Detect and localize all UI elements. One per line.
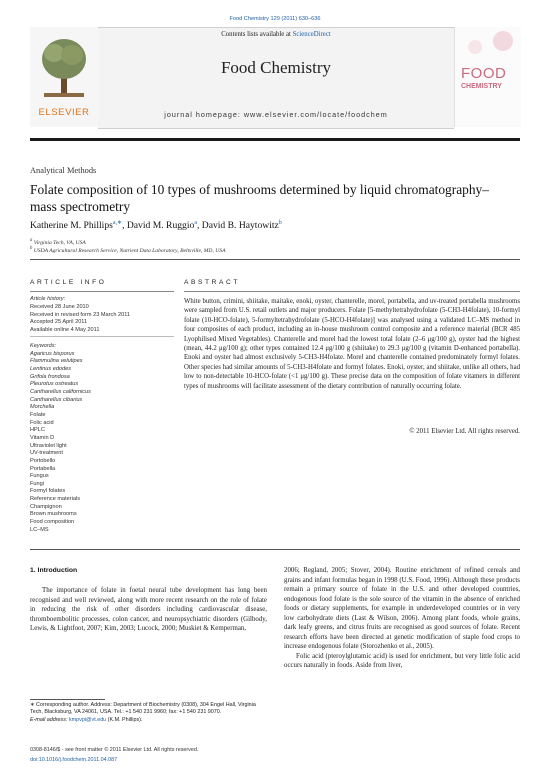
keyword-items (30, 351, 180, 535)
history-item: Available online 4 May 2011 (30, 327, 100, 334)
abstract-rule (184, 291, 520, 292)
article-info-heading: ARTICLE INFO (30, 279, 107, 286)
journal-homepage-link[interactable]: journal homepage: www.elsevier.com/locate/foodchem (164, 110, 388, 119)
journal-banner (98, 27, 454, 129)
author-email-link[interactable]: kmpvpi@vt.edu (68, 716, 107, 723)
keyword-item: Fungi (30, 480, 44, 487)
keyword-item: UV-treatment (30, 450, 63, 457)
keyword-item: Cantharellus californicus (30, 388, 91, 395)
body-paragraph: 2006; Regland, 2005; Stover, 2004). Routine enrichment of refined cereals and grains and infant formulas began in 1998 (U.S. Food, 1996). Although these products remain a primary source of folate in the U.S. and other developed countries, endogenous food folate is the sole source of the vitamin in the absence of enriched foods or dietary supplements, for example in underdeveloped countries or in very low carbohydrate diets (Last & Wilson, 2006). Among plant foods, whole grains, dark leafy greens, and citrus fruits are recognised as good sources of folate. Recent research efforts have been directed at genetic modification of staple food crops to increase endogenous folate (Storozhenko et al., 2005). (284, 567, 520, 650)
affiliation-label: b (30, 246, 33, 251)
keyword-item: Brown mushrooms (30, 511, 77, 518)
abstract-text: White button, crimini, shiitake, maitake, enoki, oyster, chanterelle, morel, portabella, and uv-treated portabella mushrooms were sampled from U.S. retail outlets and major producers. Folate [5-methyltetrahydrofolate (5-CH3-H4folate), 10-formyl folate (10-HCO-folate), 5-formyltetrahydrofolate (5-HCO-H4folate)] was analysed using a validated LC–MS method in four composites of each product, including an in-house mushroom control composite and a reference material (BCR 485 Lyophilised Mixed Vegetables). Chanterelle and morel had the lowest total folate (2–6 μg/100 g), oyster had the highest (mean, 44.2 μg/100 g); other types contained 12.4 μg/100 g (shiitake) to 29.3 μg/100 g (vitamin D-enhanced portabella). Enoki and oyster had almost exclusively 5-CH3-H4folate. Morel and chanterelle contained predominately formyl folates. Other species had similar amounts of 5-CH3-H4folate and formyl folates. Enoki, oyster, and shiitake, unlike all others, had low to non-detectable 10-HCO-folate (<1 μg/100 g). These precise data on the composition of folate vitamers in different types of mushrooms will facilitate assessment of the dietary contribution of naturally occurring folate. (184, 298, 520, 390)
author-affiliation-mark[interactable]: b (278, 220, 282, 226)
keyword-list (30, 343, 180, 534)
keyword-item: Fungus (30, 473, 49, 480)
contents-prefix: Contents lists available at (221, 31, 293, 38)
author-affiliation-mark[interactable]: a,∗ (112, 220, 123, 226)
keyword-item: Portabella (30, 465, 56, 472)
section-rule (30, 259, 520, 260)
affiliation (30, 238, 86, 246)
footnote-address: ∗ Corresponding author. Address: Department of Biochemistry (0308), 304 Engel Hall, Virginia Tech, Blacksburg, VA 24061, USA. Tel.: +1 540 231 9960; fax: +1 540 231 9070. (30, 702, 256, 716)
keyword-item: Pleurotus ostreatus (30, 381, 79, 388)
affiliation-label: a (30, 238, 33, 243)
footnote-email-line (30, 717, 267, 724)
keyword-item: Folate (30, 411, 46, 418)
keyword-item: Champignon (30, 503, 62, 510)
keyword-item: Formyl folates (30, 488, 66, 495)
body-column-right (284, 566, 520, 671)
keywords-heading: Keywords: (30, 343, 57, 349)
keyword-item: Food composition (30, 519, 75, 526)
keyword-item: LC–MS (30, 526, 49, 533)
history-heading: Article history: (30, 296, 66, 302)
sciencedirect-link[interactable]: ScienceDirect (292, 31, 331, 38)
affiliation-text: Virginia Tech, VA, USA (33, 239, 86, 246)
keyword-item: Vitamin D (30, 434, 55, 441)
keyword-item: Morchella (30, 404, 55, 411)
issn-line: 0308-8146/$ - see front matter © 2011 Elsevier Ltd. All rights reserved. (30, 747, 199, 753)
journal-cover-thumbnail (454, 27, 521, 127)
footnote-rule (30, 699, 105, 700)
cover-decoration-icon (455, 27, 521, 61)
history-item: Accepted 25 April 2011 (30, 319, 88, 326)
keyword-item: Lentinus edodes (30, 365, 72, 372)
journal-citation[interactable]: Food Chemistry 129 (2011) 630–636 (229, 16, 321, 22)
corresponding-author-footnote (30, 702, 267, 724)
copyright-notice: © 2011 Elsevier Ltd. All rights reserved. (409, 428, 520, 435)
journal-header (30, 27, 520, 129)
keyword-item: Agaricus bisporus (30, 350, 75, 357)
author-name[interactable]: Katherine M. Phillips (30, 220, 113, 232)
affiliation-text: USDA Agricultural Research Service, Nutrient Data Laboratory, Beltsville, MD, USA (33, 247, 226, 254)
keyword-item: Reference materials (30, 496, 81, 503)
keyword-item: HPLC (30, 427, 45, 434)
email-suffix: (K.M. Phillips). (106, 716, 143, 723)
keywords-rule (30, 336, 174, 337)
journal-title: Food Chemistry (220, 58, 332, 77)
keyword-item: Flammulina velutipes (30, 358, 83, 365)
author-affiliation-mark[interactable]: a (194, 220, 197, 226)
contents-line (98, 31, 454, 38)
introduction-heading: 1. Introduction (30, 567, 78, 574)
paper-title: Folate composition of 10 types of mushrooms determined by liquid chromatography–mass spectrometry (30, 182, 489, 214)
author-name[interactable]: David M. Ruggio (126, 220, 195, 232)
author-name[interactable]: David B. Haytowitz (201, 220, 279, 232)
abstract-heading: ABSTRACT (184, 279, 240, 286)
keyword-item: Ultraviolet light (30, 442, 67, 449)
history-item: Received 28 June 2010 (30, 303, 89, 310)
body-paragraph: Folic acid (pteroylglutamic acid) is used for enrichment, but very little folic acid occurs naturally in foods. Aside from liver, (284, 652, 520, 669)
cover-chemistry-word: CHEMISTRY (461, 83, 502, 90)
section-rule (30, 549, 520, 550)
keyword-item: Folic acid (30, 419, 54, 426)
cover-food-word: FOOD (461, 65, 507, 82)
doi-link[interactable]: doi:10.1016/j.foodchem.2011.04.087 (30, 757, 118, 763)
keyword-item: Cantharellus cibarius (30, 396, 83, 403)
elsevier-tree-icon (38, 35, 90, 101)
affiliation (30, 246, 226, 254)
keyword-item: Portobello (30, 457, 56, 464)
article-info-rule (30, 291, 174, 292)
author-list: Katherine M. Phillips$^{a,∗}$, David M. Ruggio$^a$, David B. Haytowitz$^b$ (30, 220, 282, 232)
email-label: E-mail address: (30, 716, 69, 723)
keyword-item: Grifola frondosa (30, 373, 70, 380)
history-item: Received in revised form 23 March 2011 (30, 311, 131, 318)
header-rule (30, 138, 520, 141)
elsevier-logo[interactable] (30, 27, 99, 127)
article-history (30, 296, 180, 335)
publisher-name: ELSEVIER (38, 107, 90, 118)
body-paragraph: The importance of folate in foetal neural tube development has long been recognised and well reviewed, along with more recent research on the role of folate in reducing the risk of other disorders including cardiovascular disease, thromboembolitic processes, colon cancer, and neuropsychiatric disorders (Gilbody, Lewis, & Lightfoot, 2007; Kim, 2003; Lucock, 2000; Muskiet & Kemperman, (30, 587, 267, 632)
body-column-left (30, 586, 267, 634)
article-section: Analytical Methods (30, 166, 97, 175)
